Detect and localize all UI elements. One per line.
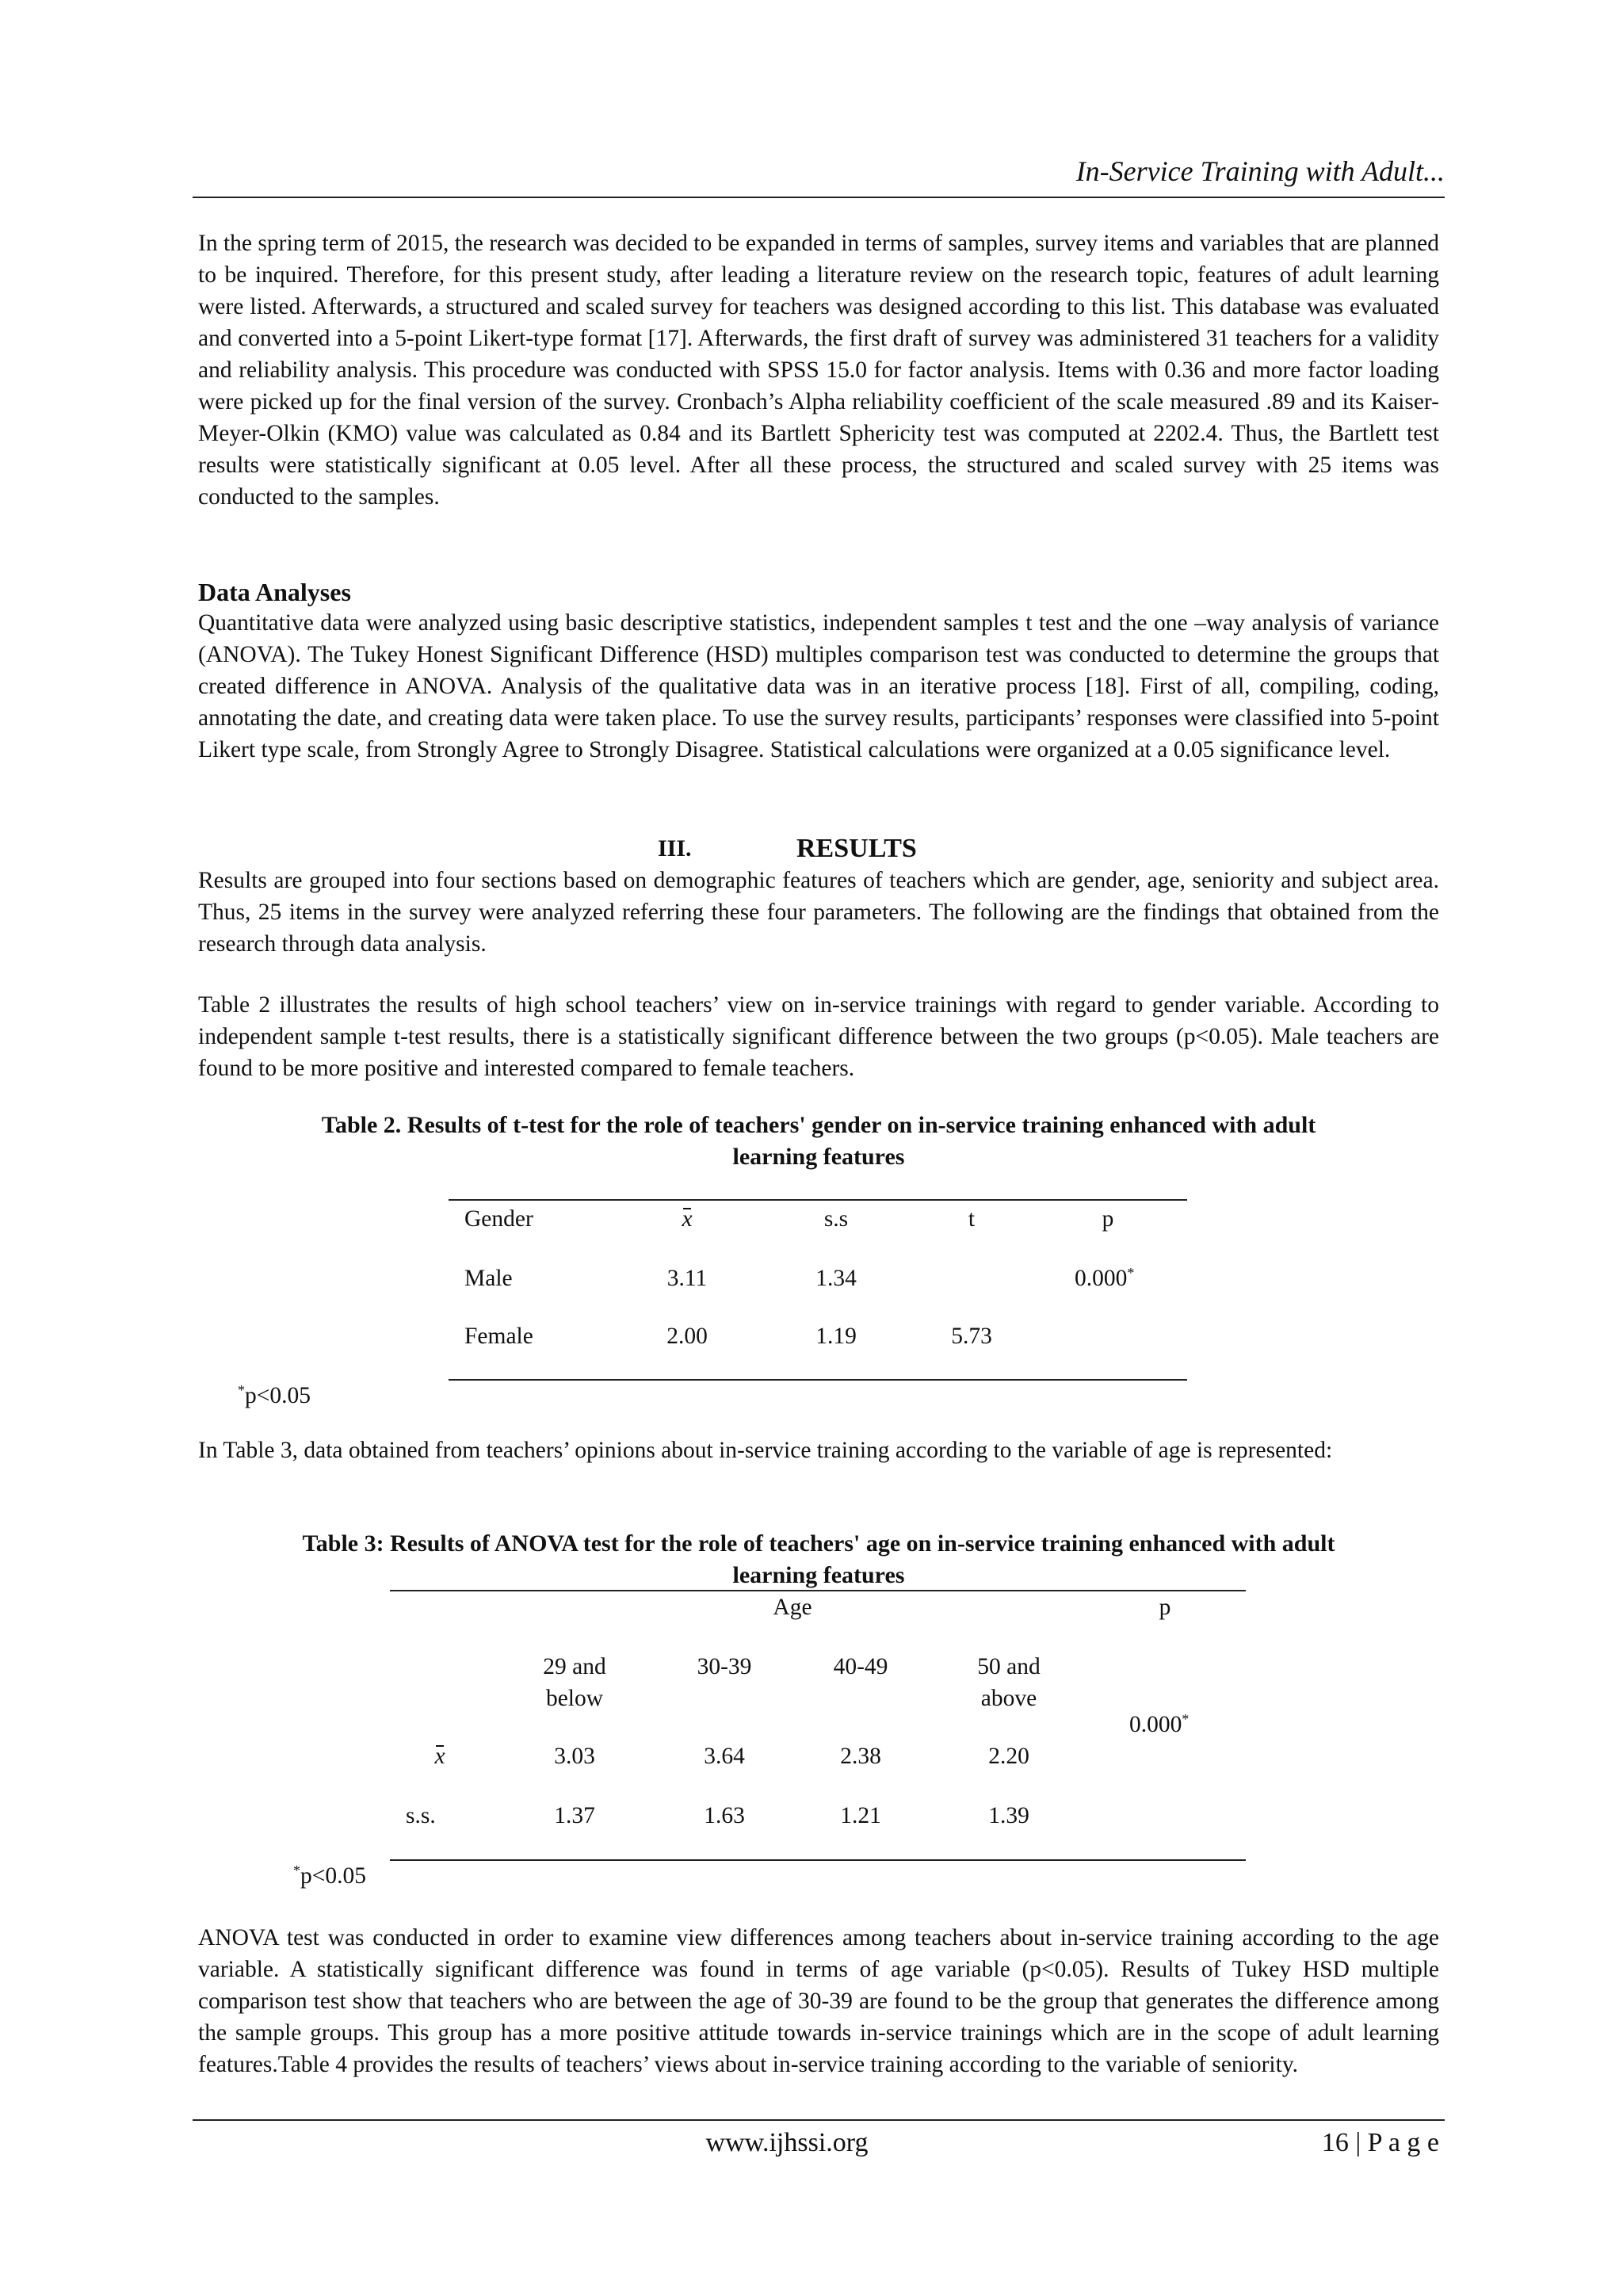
age-group-1-line1: 29 and	[543, 1654, 606, 1679]
footer-rule	[193, 2119, 1445, 2121]
table3-sd-3: 1.21	[840, 1803, 881, 1828]
table3-bottom-rule	[390, 1859, 1246, 1861]
table3-mean-3: 2.38	[840, 1744, 881, 1769]
table2-row-female-sd: 1.19	[815, 1324, 857, 1349]
table2-row-female-t: 5.73	[951, 1324, 992, 1349]
table2-header-gender: Gender	[464, 1206, 533, 1232]
table2-row-female-gender: Female	[464, 1324, 533, 1349]
table2-footnote-marker: *	[238, 1382, 245, 1398]
table2-mean-symbol: x	[682, 1203, 692, 1235]
header-rule	[193, 197, 1445, 198]
table2-caption-line2: learning features	[732, 1144, 905, 1170]
table2-footnote	[238, 1380, 311, 1412]
table2-row-male-sd: 1.34	[815, 1266, 857, 1291]
footer-page-number: 16 | P a g e	[1321, 2128, 1439, 2157]
table3-p-value	[1129, 1709, 1189, 1740]
table2-p-value: 0.000	[1075, 1266, 1128, 1291]
table2-footnote-text: p<0.05	[245, 1383, 311, 1408]
table3-sd-2: 1.63	[704, 1803, 745, 1828]
table3-caption	[198, 1528, 1439, 1591]
age-group-4-line2: above	[980, 1686, 1037, 1711]
table2-caption-line1: Table 2. Results of t-test for the role of teachers' gender on in-service training enhanced with adult	[321, 1112, 1316, 1138]
results-intro: Results are grouped into four sections based on demographic features of teachers which are gender, age, seniority and subject area. Thus, 25 items in the survey were analyzed referring these four parameters. The following are the findings that obtained from the research through data analysis.	[198, 868, 1439, 957]
table3-p-header: p	[1159, 1595, 1171, 1620]
data-analyses-paragraph: Quantitative data were analyzed using basic descriptive statistics, independent samples t test and the one –way analysis of variance (ANOVA). The Tukey Honest Significant Difference (HSD) multiples comparison test was conducted to determine the groups that created difference in ANOVA. Analysis of the qualitative data was in an iterative process [18]. First of all, compiling, coding, annotating the date, and creating data were taken place. To use the survey results, participants’ responses were classified into 5-point Likert type scale, from Strongly Agree to Strongly Disagree. Statistical calculations were organized at a 0.05 significance level.	[198, 610, 1439, 762]
table3-caption-line2: learning features	[732, 1562, 905, 1588]
data-analyses-heading: Data Analyses	[198, 578, 351, 606]
table3-footnote-text: p<0.05	[300, 1863, 367, 1889]
table2-header-t: t	[968, 1206, 976, 1232]
age-group-3-line1: 40-49	[833, 1654, 888, 1679]
table2-row-male-gender: Male	[464, 1266, 513, 1291]
running-header: In-Service Training with Adult...	[1075, 155, 1445, 187]
table2-caption	[198, 1110, 1439, 1173]
table3-sd-4: 1.39	[988, 1803, 1029, 1828]
method-paragraph: In the spring term of 2015, the research was decided to be expanded in terms of samples, survey items and variables that are planned to be inquired. Therefore, for this present study, after leading a literature review on the research topic, features of adult learning were listed. Afterwards, a structured and scaled survey for teachers was designed according to this list. This database was evaluated and converted into a 5-point Likert-type format [17]. Afterwards, the first draft of survey was administered 31 teachers for a validity and reliability analysis. This procedure was conducted with SPSS 15.0 for factor analysis. Items with 0.36 and more factor loading were picked up for the final version of the survey. Cronbach’s Alpha reliability coefficient of the scale measured .89 and its Kaiser-Meyer-Olkin (KMO) value was calculated as 0.84 and its Bartlett Sphericity test was computed at 2202.4. Thus, the Bartlett test results were statistically significant at 0.05 level. After all these process, the structured and scaled survey with 25 items was conducted to the samples.	[198, 231, 1439, 510]
table3-group-header: Age	[773, 1595, 812, 1620]
table3-mean-symbol: x	[434, 1740, 445, 1772]
age-group-1-line2: below	[545, 1686, 604, 1711]
table3-footnote-marker: *	[293, 1862, 300, 1878]
table2-intro: Table 2 illustrates the results of high school teachers’ view on in-service trainings with regard to gender variable. According to independent sample t-test results, there is a statistically significant difference between the two groups (p<0.05). Male teachers are found to be more positive and interested compared to female teachers.	[198, 992, 1439, 1081]
table3-footnote	[293, 1860, 366, 1892]
table3-age-group-4	[957, 1651, 1060, 1714]
table2-row-female-mean: 2.00	[666, 1324, 708, 1349]
table2-header-sd: s.s	[823, 1206, 849, 1232]
table3-age-group-3	[821, 1651, 900, 1683]
table3-mean-label	[424, 1740, 456, 1772]
table3-mean-1: 3.03	[554, 1744, 595, 1769]
table3-intro: In Table 3, data obtained from teachers’ opinions about in-service training according to the variable of age is represented:	[198, 1438, 1333, 1463]
age-group-2-line1: 30-39	[697, 1654, 752, 1679]
footer-url: www.ijhssi.org	[705, 2128, 869, 2157]
section-number: III.	[658, 835, 692, 861]
table3-sig-marker: *	[1182, 1711, 1190, 1727]
table2-bottom-rule	[449, 1379, 1187, 1381]
age-group-4-line1: 50 and	[977, 1654, 1041, 1679]
table2-top-rule	[449, 1199, 1187, 1201]
table3-age-group-1	[523, 1651, 626, 1714]
table2-header-mean	[655, 1203, 719, 1235]
table2-sig-marker: *	[1127, 1265, 1135, 1281]
table3-sd-1: 1.37	[554, 1803, 595, 1828]
table3-discussion: ANOVA test was conducted in order to examine view differences among teachers about in-service training according to the age variable. A statistically significant difference was found in terms of age variable (p<0.05). Results of Tukey HSD multiple comparison test show that teachers who are between the age of 30-39 are found to be the group that generates the difference among the sample groups. This group has a more positive attitude towards in-service trainings which are in the scope of adult learning features.Table 4 provides the results of teachers’ views about in-service training according to the variable of seniority.	[198, 1925, 1439, 2077]
table3-mean-4: 2.20	[988, 1744, 1029, 1769]
table3-p-number: 0.000	[1129, 1712, 1182, 1737]
section-name: RESULTS	[796, 834, 917, 863]
table3-sd-label: s.s.	[406, 1803, 436, 1828]
table3-caption-line1: Table 3: Results of ANOVA test for the role of teachers' age on in-service training enhanced with adult	[302, 1530, 1335, 1557]
table2-row-male-mean: 3.11	[666, 1266, 708, 1291]
table3-age-group-2	[685, 1651, 764, 1683]
table3-mean-2: 3.64	[704, 1744, 745, 1769]
table2-row-male-p	[1075, 1263, 1134, 1294]
table2-header-p: p	[1102, 1206, 1114, 1232]
